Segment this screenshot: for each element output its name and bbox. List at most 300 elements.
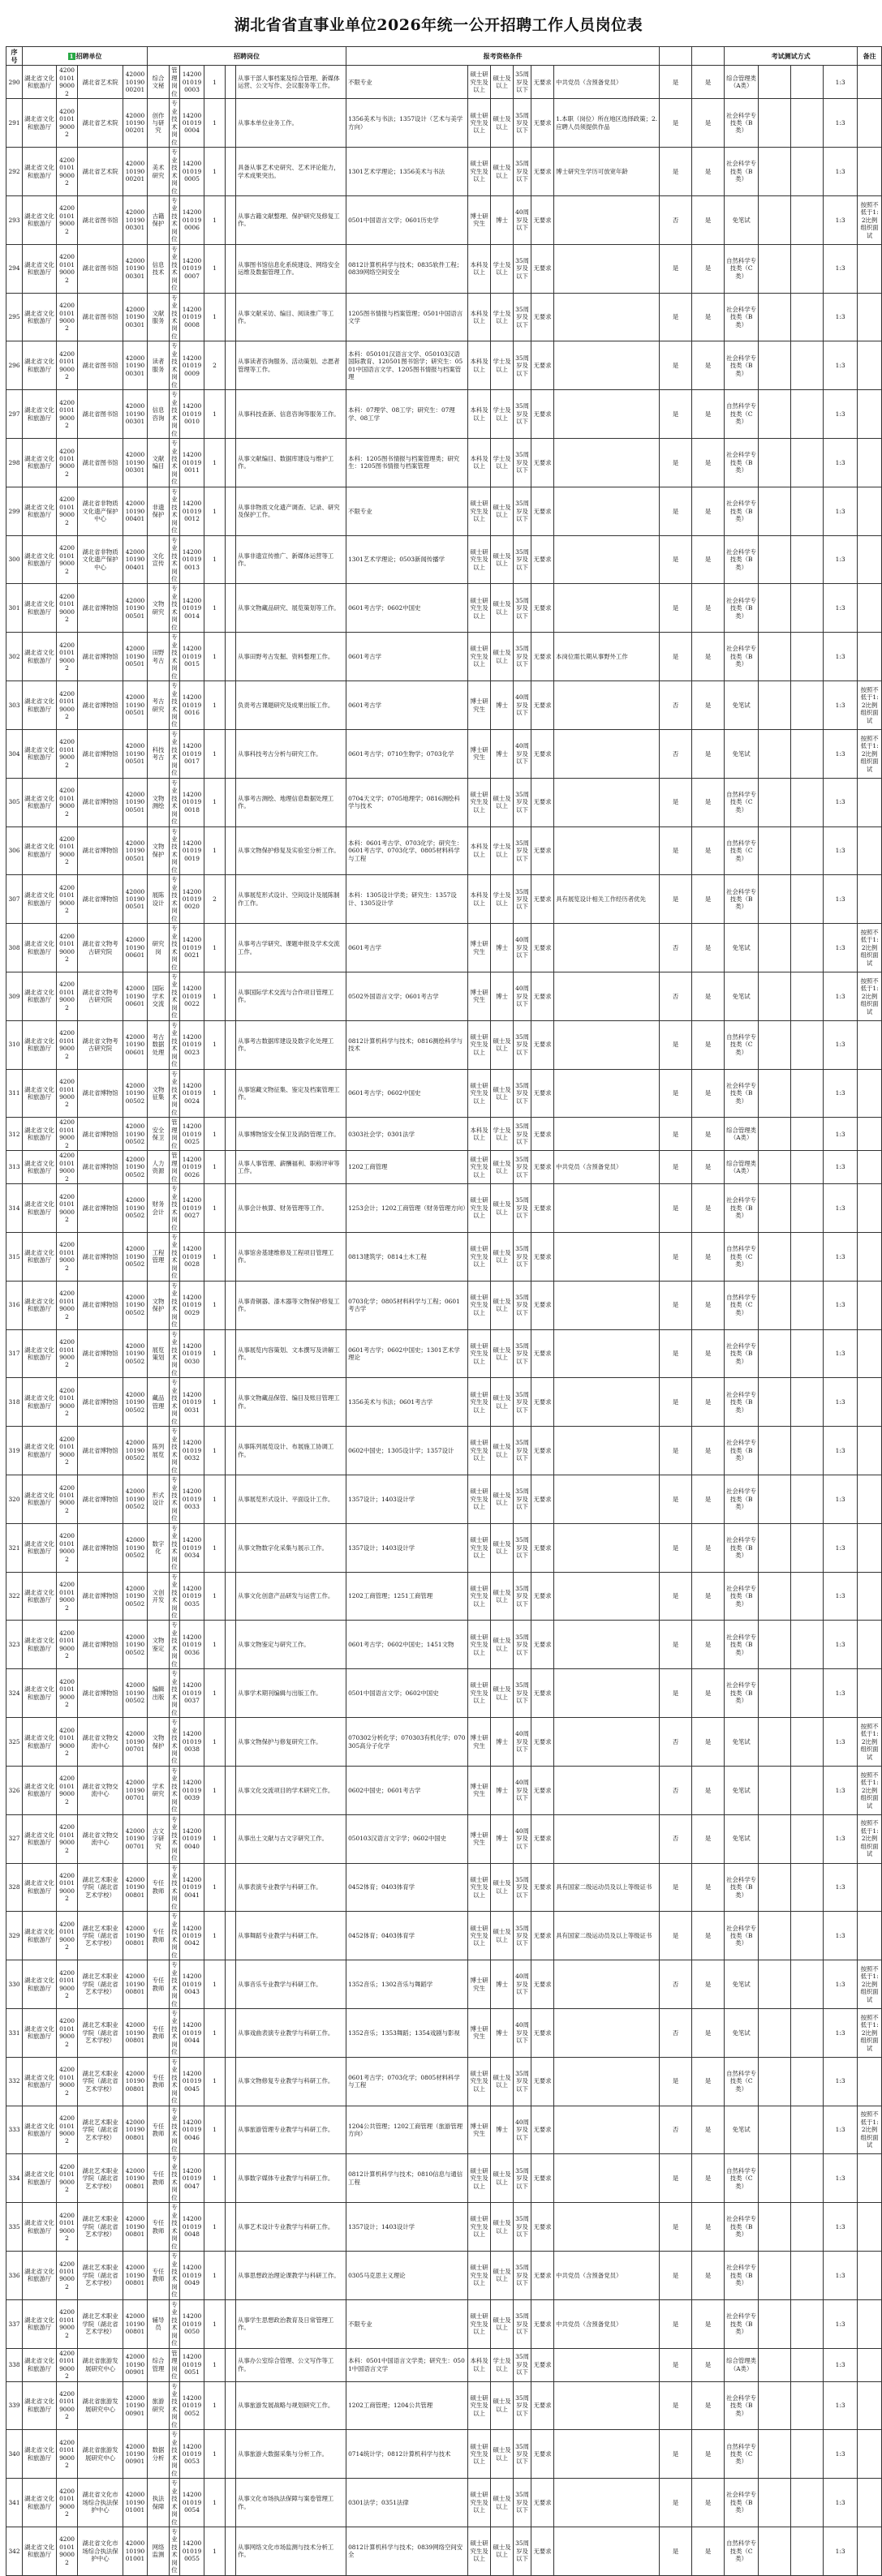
cell-dept_code: 4200010190002: [57, 2479, 78, 2527]
cell-ratio: 1:3: [824, 1151, 858, 1184]
cell-cat: 社会科学专技类（B类）: [725, 1427, 759, 1475]
cell-dept: 湖北省文化和旅游厅: [23, 1960, 57, 2009]
cell-post: 信息技术: [148, 244, 170, 293]
cell-seq: 339: [6, 2381, 23, 2430]
cell-cat: 社会科学专技类（B类）: [725, 1378, 759, 1427]
cell-exam-extra: [791, 1814, 824, 1863]
cell-w2: 是: [692, 1572, 725, 1621]
cell-post_code: 14200010190041: [180, 1863, 204, 1912]
cell-duty: 从事本单位业务工作。: [236, 99, 346, 148]
col-exam-group: 考试测试方式: [725, 47, 858, 66]
cell-w2: 是: [692, 66, 725, 99]
table-row: [6, 1621, 882, 1669]
table-row: [6, 2106, 882, 2154]
cell-dept: 湖北省文化和旅游厅: [23, 778, 57, 826]
table-row: [6, 2299, 882, 2348]
cell-dept_code: 4200010190002: [57, 2154, 78, 2203]
cell-num: 1: [204, 681, 226, 730]
cell-blank: [226, 2348, 236, 2381]
cell-seq: 296: [6, 341, 23, 390]
cell-dept: 湖北省文化和旅游厅: [23, 2008, 57, 2057]
cell-blank: [226, 2381, 236, 2430]
cell-other: [554, 2479, 660, 2527]
cell-ratio: 1:3: [824, 2299, 858, 2348]
cell-post: 财务会计: [148, 1184, 170, 1233]
cell-blank: [226, 66, 236, 99]
cell-exp: 无要求: [531, 826, 554, 875]
cell-type: 专业技术岗位: [170, 1069, 180, 1118]
cell-duty: 从事文物鉴定与研究工作。: [236, 1621, 346, 1669]
cell-other: [554, 1572, 660, 1621]
cell-duty: 从事舞蹈专业教学与科研工作。: [236, 1912, 346, 1960]
cell-major: 050103汉语言文字学；0602中国史: [346, 1814, 468, 1863]
cell-edu: 硕士研究生及以上: [468, 1572, 491, 1621]
cell-degree: 学士及以上: [491, 293, 514, 341]
cell-dept: 湖北省文化和旅游厅: [23, 2154, 57, 2203]
cell-post_code: 14200010190047: [180, 2154, 204, 2203]
cell-cat: 社会科学专技类（B类）: [725, 2203, 759, 2252]
cell-edu: 硕士研究生及以上: [468, 584, 491, 633]
cell-num: 1: [204, 826, 226, 875]
cell-major: 0502外国语言文学；0601考古学: [346, 972, 468, 1020]
cell-num: 1: [204, 2299, 226, 2348]
cell-w1: 是: [660, 826, 692, 875]
cell-note: 按照不低于1:2比例组织面试: [858, 924, 882, 972]
cell-type: 专业技术岗位: [170, 2299, 180, 2348]
table-row: [6, 293, 882, 341]
cell-post_code: 14200010190043: [180, 1960, 204, 2009]
cell-num: 1: [204, 1814, 226, 1863]
cell-major: 0812计算机科学与技术；0810信息与通信工程: [346, 2154, 468, 2203]
cell-unit: 湖北艺术职业学院（湖北省艺术学校）: [78, 1960, 123, 2009]
cell-w1: 否: [660, 1718, 692, 1767]
cell-ratio: 1:3: [824, 2252, 858, 2300]
cell-dept_code: 4200010190002: [57, 633, 78, 681]
cell-post: 信息咨询: [148, 390, 170, 439]
cell-unit: 湖北省博物馆: [78, 1151, 123, 1184]
cell-duty: 从事旅游发展战略与规划研究工作。: [236, 2381, 346, 2430]
table-row: [6, 729, 882, 778]
cell-note: [858, 1863, 882, 1912]
cell-exam-extra: [791, 633, 824, 681]
cell-other: [554, 729, 660, 778]
cell-ratio: 1:3: [824, 633, 858, 681]
cell-unit_code: 420001019000801: [123, 2106, 148, 2154]
cell-cat: 自然科学专技类（C类）: [725, 778, 759, 826]
cell-w1: 是: [660, 584, 692, 633]
cell-duty: 从事文物藏品保管、编目及账目管理工作。: [236, 1378, 346, 1427]
cell-num: 1: [204, 195, 226, 244]
cell-blank: [226, 1118, 236, 1151]
cell-major: 1202工商管理；1204公共管理: [346, 2381, 468, 2430]
cell-edu: 硕士研究生及以上: [468, 1151, 491, 1184]
cell-blank: [226, 1572, 236, 1621]
cell-exp: 无要求: [531, 2057, 554, 2106]
cell-other: [554, 1475, 660, 1524]
cell-num: 1: [204, 778, 226, 826]
cell-edu: 博士研究生: [468, 972, 491, 1020]
cell-exp: 无要求: [531, 2008, 554, 2057]
cell-dept_code: 4200010190002: [57, 1523, 78, 1572]
cell-seq: 322: [6, 1572, 23, 1621]
cell-other: [554, 1621, 660, 1669]
cell-post_code: 14200010190042: [180, 1912, 204, 1960]
cell-ratio: 1:3: [824, 1572, 858, 1621]
cell-type: 专业技术岗位: [170, 2479, 180, 2527]
cell-exam-extra: [791, 924, 824, 972]
cell-lvl: [759, 1069, 791, 1118]
cell-post: 网络监测: [148, 2527, 170, 2575]
cell-post: 专任教师: [148, 1863, 170, 1912]
cell-dept_code: 4200010190002: [57, 2527, 78, 2575]
cell-post: 非遗保护: [148, 487, 170, 535]
cell-ratio: 1:3: [824, 1232, 858, 1281]
cell-ratio: 1:3: [824, 66, 858, 99]
cell-w2: 是: [692, 2479, 725, 2527]
cell-num: 1: [204, 1669, 226, 1718]
cell-duty: 从事博物馆安全保卫及消防管理工作。: [236, 1118, 346, 1151]
cell-num: 1: [204, 244, 226, 293]
cell-num: 1: [204, 584, 226, 633]
cell-type: 专业技术岗位: [170, 1960, 180, 2009]
cell-lvl: [759, 341, 791, 390]
cell-unit: 湖北省博物馆: [78, 681, 123, 730]
cell-post: 安全保卫: [148, 1118, 170, 1151]
cell-age: 35周岁及以下: [514, 1427, 531, 1475]
cell-post: 国际学术交流: [148, 972, 170, 1020]
table-row: [6, 439, 882, 487]
cell-blank: [226, 924, 236, 972]
cell-type: 专业技术岗位: [170, 1523, 180, 1572]
cell-w2: 是: [692, 2348, 725, 2381]
cell-major: 0601考古学: [346, 681, 468, 730]
cell-degree: 硕士及以上: [491, 148, 514, 196]
cell-post: 专任教师: [148, 2203, 170, 2252]
cell-w1: 是: [660, 244, 692, 293]
cell-degree: 硕士及以上: [491, 1184, 514, 1233]
cell-ratio: 1:3: [824, 1960, 858, 2009]
cell-unit_code: 420001019000501: [123, 584, 148, 633]
cell-duty: 从事文物藏品研究、展览策划等工作。: [236, 584, 346, 633]
cell-blank: [226, 2106, 236, 2154]
cell-edu: 硕士研究生及以上: [468, 535, 491, 584]
cell-blank: [226, 2057, 236, 2106]
cell-major: 0812计算机科学与技术；0816测绘科学与技术: [346, 1020, 468, 1069]
table-row: [6, 1912, 882, 1960]
cell-seq: 307: [6, 875, 23, 924]
cell-exp: 无要求: [531, 1069, 554, 1118]
cell-num: 1: [204, 2479, 226, 2527]
cell-w1: 是: [660, 1020, 692, 1069]
cell-post_code: 14200010190044: [180, 2008, 204, 2057]
cell-exp: 无要求: [531, 1118, 554, 1151]
cell-exam-extra: [791, 1572, 824, 1621]
cell-major: 本科：1305设计学类；研究生：1357设计、1305设计学: [346, 875, 468, 924]
cell-unit_code: 420001019000801: [123, 2252, 148, 2300]
cell-duty: 从事旅游大数据采集与分析工作。: [236, 2430, 346, 2479]
cell-duty: 具备从事艺术史研究、艺术评论能力，学术成果突出。: [236, 148, 346, 196]
cell-degree: 硕士及以上: [491, 778, 514, 826]
cell-major: 1202工商管理；1251工商管理: [346, 1572, 468, 1621]
cell-degree: 硕士及以上: [491, 1912, 514, 1960]
cell-lvl: [759, 778, 791, 826]
table-row: [6, 1572, 882, 1621]
cell-exp: 无要求: [531, 390, 554, 439]
cell-type: 专业技术岗位: [170, 2252, 180, 2300]
cell-exam-extra: [791, 244, 824, 293]
cell-other: [554, 439, 660, 487]
cell-w2: 是: [692, 535, 725, 584]
cell-duty: 从事旅游管理专业教学与科研工作。: [236, 2106, 346, 2154]
cell-major: 0501中国语言文学；0602中国史: [346, 1669, 468, 1718]
cell-post: 综合管理: [148, 2348, 170, 2381]
table-row: [6, 924, 882, 972]
cell-num: 1: [204, 1523, 226, 1572]
cell-exam-extra: [791, 875, 824, 924]
cell-note: [858, 1118, 882, 1151]
cell-dept: 湖北省文化和旅游厅: [23, 487, 57, 535]
cell-age: 35周岁及以下: [514, 293, 531, 341]
cell-unit: 湖北省博物馆: [78, 875, 123, 924]
cell-type: 专业技术岗位: [170, 390, 180, 439]
cell-age: 35周岁及以下: [514, 2479, 531, 2527]
cell-edu: 硕士研究生及以上: [468, 99, 491, 148]
cell-lvl: [759, 1184, 791, 1233]
cell-blank: [226, 2430, 236, 2479]
cell-blank: [226, 1960, 236, 2009]
cell-post: 文物保护: [148, 826, 170, 875]
cell-seq: 323: [6, 1621, 23, 1669]
cell-edu: 博士研究生: [468, 1814, 491, 1863]
cell-w2: 是: [692, 2299, 725, 2348]
cell-dept: 湖北省文化和旅游厅: [23, 1184, 57, 1233]
col-note: 备注: [858, 47, 882, 66]
cell-num: 2: [204, 875, 226, 924]
cell-duty: 从事文物保护修复及实验室分析工作。: [236, 826, 346, 875]
cell-num: 1: [204, 2252, 226, 2300]
cell-post_code: 14200010190055: [180, 2527, 204, 2575]
cell-post_code: 14200010190033: [180, 1475, 204, 1524]
cell-type: 专业技术岗位: [170, 1232, 180, 1281]
cell-w2: 是: [692, 924, 725, 972]
cell-degree: 博士: [491, 1814, 514, 1863]
cell-age: 35周岁及以下: [514, 1184, 531, 1233]
cell-duty: 从事学生思想政治教育及日常管理工作。: [236, 2299, 346, 2348]
cell-post_code: 14200010190050: [180, 2299, 204, 2348]
cell-ratio: 1:3: [824, 729, 858, 778]
cell-age: 35周岁及以下: [514, 1020, 531, 1069]
cell-type: 专业技术岗位: [170, 875, 180, 924]
cell-type: 专业技术岗位: [170, 293, 180, 341]
cell-exam-extra: [791, 195, 824, 244]
cell-seq: 311: [6, 1069, 23, 1118]
cell-post_code: 14200010190052: [180, 2381, 204, 2430]
cell-cat: 免笔试: [725, 1960, 759, 2009]
cell-duty: 从事文物数字化采集与展示工作。: [236, 1523, 346, 1572]
cell-major: 1202工商管理: [346, 1151, 468, 1184]
cell-major: 本科：0601考古学、0703化学；研究生：0601考古学、0703化学、0805材料科学与工程: [346, 826, 468, 875]
cell-cat: 自然科学专技类（C类）: [725, 1232, 759, 1281]
cell-degree: 博士: [491, 681, 514, 730]
col-seq: 序号: [6, 47, 23, 66]
cell-post: 专任教师: [148, 1912, 170, 1960]
cell-post_code: 14200010190014: [180, 584, 204, 633]
cell-seq: 305: [6, 778, 23, 826]
cell-cat: 社会科学专技类（B类）: [725, 487, 759, 535]
filter-marker-icon[interactable]: 1: [68, 53, 75, 60]
cell-duty: 从事文化创意产品研发与运营工作。: [236, 1572, 346, 1621]
cell-seq: 303: [6, 681, 23, 730]
cell-dept: 湖北省文化和旅游厅: [23, 1863, 57, 1912]
cell-w2: 是: [692, 1718, 725, 1767]
cell-degree: 硕士及以上: [491, 1020, 514, 1069]
cell-unit: 湖北省博物馆: [78, 778, 123, 826]
cell-degree: 硕士及以上: [491, 2252, 514, 2300]
cell-lvl: [759, 1427, 791, 1475]
cell-degree: 硕士及以上: [491, 1232, 514, 1281]
cell-major: 0812计算机科学与技术；0839网络空间安全: [346, 2527, 468, 2575]
cell-unit_code: 420001019001001: [123, 2527, 148, 2575]
cell-major: 070302分析化学；070303有机化学；070305高分子化学: [346, 1718, 468, 1767]
cell-ratio: 1:3: [824, 1863, 858, 1912]
cell-seq: 340: [6, 2430, 23, 2479]
cell-lvl: [759, 244, 791, 293]
cell-dept: 湖北省文化和旅游厅: [23, 99, 57, 148]
cell-seq: 308: [6, 924, 23, 972]
cell-exp: 无要求: [531, 633, 554, 681]
cell-major: 不限专业: [346, 2299, 468, 2348]
cell-dept: 湖北省文化和旅游厅: [23, 729, 57, 778]
cell-duty: 从事文献采访、编目、阅读推广等工作。: [236, 293, 346, 341]
cell-note: [858, 633, 882, 681]
cell-w1: 否: [660, 681, 692, 730]
cell-w2: 是: [692, 2154, 725, 2203]
cell-other: 博士研究生学历可放宽年龄: [554, 148, 660, 196]
cell-note: 按照不低于1:2比例组织面试: [858, 972, 882, 1020]
cell-type: 管理岗位: [170, 2348, 180, 2381]
cell-dept: 湖北省文化和旅游厅: [23, 341, 57, 390]
cell-exp: 无要求: [531, 244, 554, 293]
cell-post_code: 14200010190013: [180, 535, 204, 584]
cell-post_code: 14200010190020: [180, 875, 204, 924]
cell-seq: 317: [6, 1329, 23, 1378]
table-row: [6, 2479, 882, 2527]
cell-degree: 硕士及以上: [491, 633, 514, 681]
cell-post_code: 14200010190017: [180, 729, 204, 778]
cell-ratio: 1:3: [824, 1475, 858, 1524]
cell-num: 1: [204, 1475, 226, 1524]
cell-degree: 学士及以上: [491, 826, 514, 875]
cell-w2: 是: [692, 1766, 725, 1814]
cell-post_code: 14200010190003: [180, 66, 204, 99]
cell-blank: [226, 729, 236, 778]
cell-age: 40周岁及以下: [514, 2008, 531, 2057]
cell-blank: [226, 1151, 236, 1184]
table-row: [6, 584, 882, 633]
cell-dept_code: 4200010190002: [57, 1766, 78, 1814]
cell-type: 专业技术岗位: [170, 1718, 180, 1767]
cell-other: [554, 195, 660, 244]
cell-major: 1356美术与书法；1357设计（艺术与美学方向）: [346, 99, 468, 148]
cell-age: 35周岁及以下: [514, 535, 531, 584]
cell-degree: 学士及以上: [491, 244, 514, 293]
cell-cat: 社会科学专技类（B类）: [725, 1912, 759, 1960]
cell-num: 1: [204, 1766, 226, 1814]
cell-post: 考古数据处理: [148, 1020, 170, 1069]
cell-seq: 329: [6, 1912, 23, 1960]
cell-w1: 否: [660, 729, 692, 778]
cell-age: 35周岁及以下: [514, 148, 531, 196]
cell-degree: 硕士及以上: [491, 584, 514, 633]
cell-note: 按照不低于1:2比例组织面试: [858, 195, 882, 244]
cell-major: 1352音乐；1302音乐与舞蹈学: [346, 1960, 468, 2009]
cell-post: 专任教师: [148, 2057, 170, 2106]
cell-blank: [226, 2203, 236, 2252]
cell-cat: 免笔试: [725, 195, 759, 244]
cell-post_code: 14200010190004: [180, 99, 204, 148]
cell-w2: 是: [692, 2106, 725, 2154]
cell-w1: 是: [660, 1621, 692, 1669]
cell-w2: 是: [692, 1669, 725, 1718]
cell-blank: [226, 681, 236, 730]
cell-unit: 湖北省文化市场综合执法保护中心: [78, 2479, 123, 2527]
cell-seq: 333: [6, 2106, 23, 2154]
cell-note: [858, 2430, 882, 2479]
cell-post: 读者服务: [148, 341, 170, 390]
cell-num: 1: [204, 66, 226, 99]
cell-ratio: 1:3: [824, 1523, 858, 1572]
cell-cat: 免笔试: [725, 729, 759, 778]
cell-lvl: [759, 535, 791, 584]
cell-w1: 是: [660, 487, 692, 535]
cell-seq: 299: [6, 487, 23, 535]
cell-type: 专业技术岗位: [170, 2430, 180, 2479]
cell-note: [858, 1329, 882, 1378]
cell-w2: 是: [692, 1232, 725, 1281]
cell-duty: 从事艺术设计专业教学与科研工作。: [236, 2203, 346, 2252]
cell-note: [858, 1281, 882, 1329]
cell-post: 专任教师: [148, 2008, 170, 2057]
cell-age: 40周岁及以下: [514, 924, 531, 972]
cell-dept: 湖北省文化和旅游厅: [23, 972, 57, 1020]
cell-cat: 社会科学专技类（B类）: [725, 875, 759, 924]
cell-unit: 湖北省博物馆: [78, 1378, 123, 1427]
cell-degree: 硕士及以上: [491, 1621, 514, 1669]
cell-exp: 无要求: [531, 1184, 554, 1233]
cell-major: 0452体育；0403体育学: [346, 1912, 468, 1960]
cell-dept_code: 4200010190002: [57, 390, 78, 439]
cell-major: 0601考古学；0703化学；0805材料科学与工程: [346, 2057, 468, 2106]
cell-exam-extra: [791, 1184, 824, 1233]
cell-post_code: 14200010190031: [180, 1378, 204, 1427]
cell-unit: 湖北省艺术院: [78, 66, 123, 99]
table-row: [6, 2057, 882, 2106]
cell-exam-extra: [791, 2299, 824, 2348]
cell-note: 按照不低于1:2比例组织面试: [858, 2008, 882, 2057]
cell-degree: 硕士及以上: [491, 2527, 514, 2575]
cell-edu: 硕士研究生及以上: [468, 487, 491, 535]
cell-dept_code: 4200010190002: [57, 1151, 78, 1184]
table-row: [6, 195, 882, 244]
cell-exam-extra: [791, 390, 824, 439]
cell-exp: 无要求: [531, 972, 554, 1020]
cell-major: 0714统计学；0812计算机科学与技术: [346, 2430, 468, 2479]
cell-dept: 湖北省文化和旅游厅: [23, 1151, 57, 1184]
cell-post: 创作与研究: [148, 99, 170, 148]
cell-type: 专业技术岗位: [170, 584, 180, 633]
cell-num: 1: [204, 2008, 226, 2057]
cell-w1: 是: [660, 1863, 692, 1912]
